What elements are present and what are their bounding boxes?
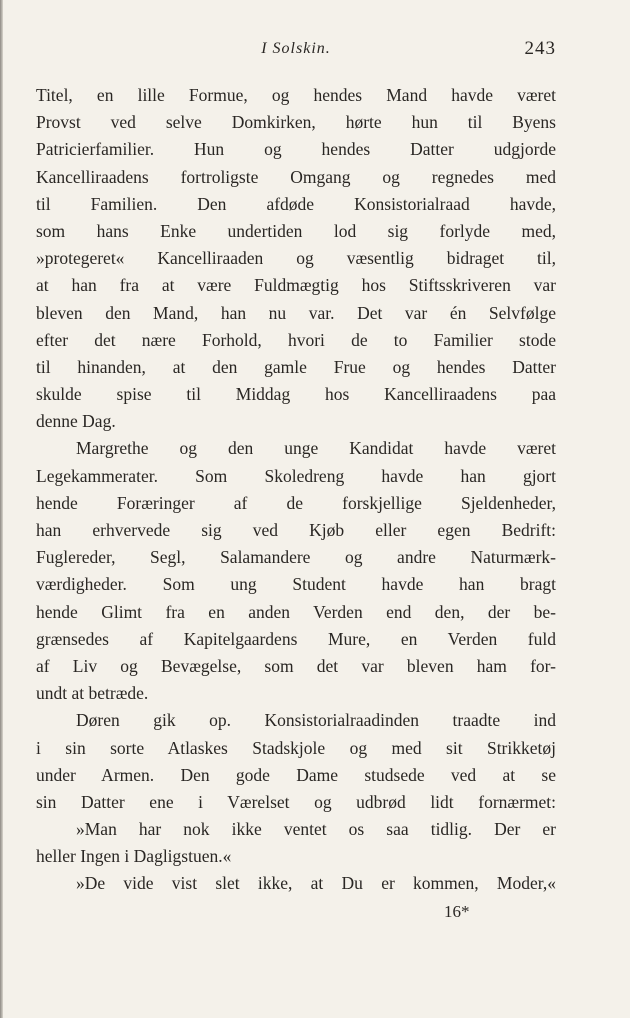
running-title: I Solskin. — [261, 40, 331, 57]
page-edge — [0, 0, 3, 1018]
text-line: efter det nære Forhold, hvori de to Familier stode — [36, 329, 556, 350]
text-line: undt at betræde. — [36, 683, 149, 704]
text-line: denne Dag. — [36, 411, 116, 432]
text-line: bleven den Mand, han nu var. Det var én Selvfølge — [36, 302, 556, 323]
text-line: grænsedes af Kapitelgaardens Mure, en Verden fuld — [36, 628, 556, 649]
text-line: til hinanden, at den gamle Frue og hendes Datter — [36, 356, 556, 377]
text-line: af Liv og Bevægelse, som det var bleven ham for- — [36, 655, 556, 676]
text-line: Fuglereder, Segl, Salamandere og andre Naturmærk- — [36, 547, 556, 568]
signature-mark: 16* — [444, 902, 470, 921]
text-line: Margrethe og den unge Kandidat havde været — [76, 438, 556, 459]
text-line: som hans Enke undertiden lod sig forlyde med, — [36, 220, 556, 241]
text-line: under Armen. Den gode Dame studsede ved at se — [36, 764, 556, 785]
text-line: Legekammerater. Som Skoledreng havde han gjort — [36, 465, 556, 486]
text-line: hende Glimt fra en anden Verden end den, der be- — [36, 601, 556, 622]
text-line: Provst ved selve Domkirken, hørte hun til Byens — [36, 112, 556, 133]
text-line: »protegeret« Kancelliraaden og væsentlig bidraget til, — [36, 248, 556, 269]
text-line: at han fra at være Fuldmægtig hos Stiftsskriveren var — [36, 275, 556, 296]
text-line: Døren gik op. Konsistorialraadinden traadte ind — [76, 710, 556, 731]
text-line: Patricierfamilier. Hun og hendes Datter udgjorde — [36, 139, 556, 160]
text-line: sin Datter ene i Værelset og udbrød lidt fornærmet: — [36, 791, 556, 812]
text-line: hende Foræringer af de forskjellige Sjeldenheder, — [36, 492, 556, 513]
text-line: skulde spise til Middag hos Kancelliraadens paa — [36, 384, 556, 405]
text-line: Kancelliraadens fortroligste Omgang og regnedes med — [36, 166, 556, 187]
text-line: han erhvervede sig ved Kjøb eller egen Bedrift: — [36, 520, 556, 540]
body-text — [36, 82, 556, 898]
text-line: Titel, en lille Formue, og hendes Mand havde været — [36, 85, 556, 105]
text-line: til Familien. Den afdøde Konsistorialraad havde, — [36, 193, 556, 214]
page-number: 243 — [524, 38, 556, 59]
text-line: »De vide vist slet ikke, at Du er kommen, Moder,« — [76, 873, 556, 894]
page-header — [36, 38, 556, 62]
text-line: heller Ingen i Dagligstuen.« — [36, 846, 232, 867]
text-line: værdigheder. Som ung Student havde han bragt — [36, 574, 556, 595]
text-line: »Man har nok ikke ventet os saa tidlig. Der er — [76, 819, 556, 840]
text-line: i sin sorte Atlaskes Stadskjole og med sit Strikketøj — [36, 737, 556, 758]
